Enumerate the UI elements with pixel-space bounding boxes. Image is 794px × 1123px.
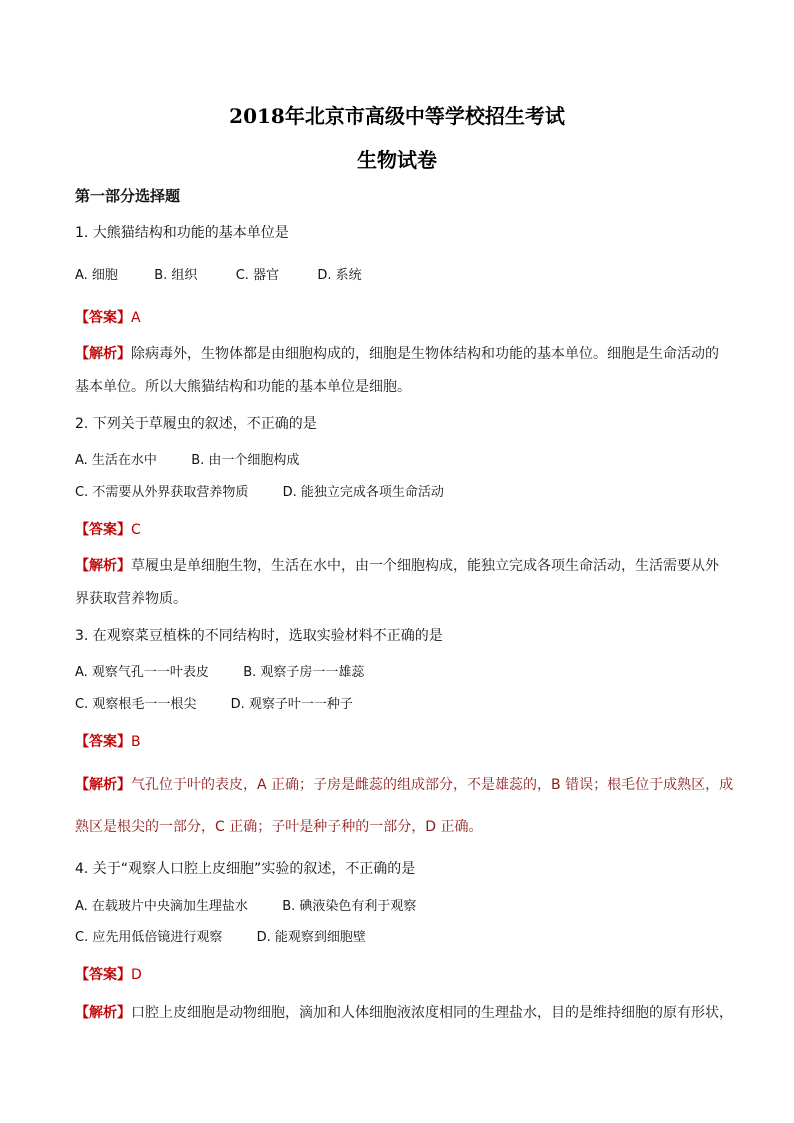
question-2-options-2 — [75, 484, 444, 502]
question-4-options-1 — [75, 898, 416, 916]
question-4-explain-1: 【解析】口腔上皮细胞是动物细胞，滴加和人体细胞液浓度相同的生理盐水，目的是维持细胞的原有形状， — [75, 1005, 733, 1021]
question-3-explain-1: 【解析】气孔位于叶的表皮，A 正确；子房是雌蕊的组成部分，不是雄蕊的，B 错误；根毛位于成熟区，成 — [75, 777, 734, 793]
q1-option-c: C. 器官 — [235, 268, 280, 283]
question-2-options-1 — [75, 452, 299, 470]
q1-option-d: D. 系统 — [317, 268, 362, 283]
question-1-stem: 1. 大熊猫结构和功能的基本单位是 — [75, 225, 289, 241]
answer-value: D — [131, 967, 142, 983]
question-3-explain-2: 熟区是根尖的一部分，C 正确；子叶是种子种的一部分，D 正确。 — [75, 819, 483, 835]
exam-title: 2018年北京市高级中等学校招生考试 — [229, 104, 565, 128]
q3-option-d: D. 观察子叶一一种子 — [230, 697, 353, 712]
explain-tag: 【解析】 — [75, 1005, 131, 1021]
q3-option-a: A. 观察气孔一一叶表皮 — [75, 665, 209, 680]
question-4-answer — [75, 966, 142, 984]
question-3-stem: 3. 在观察菜豆植株的不同结构时，选取实验材料不正确的是 — [75, 628, 443, 644]
q1-option-b: B. 组织 — [154, 268, 198, 283]
question-4-stem: 4. 关于“观察人口腔上皮细胞”实验的叙述，不正确的是 — [75, 861, 416, 877]
q4-option-d: D. 能观察到细胞壁 — [256, 930, 366, 945]
question-2-explain-1: 【解析】草履虫是单细胞生物，生活在水中，由一个细胞构成，能独立完成各项生命活动，生活需要从外 — [75, 558, 719, 574]
answer-tag: 【答案】 — [75, 967, 131, 983]
q4-option-c: C. 应先用低倍镜进行观察 — [75, 930, 223, 945]
answer-tag: 【答案】 — [75, 310, 131, 326]
question-1-options — [75, 267, 362, 285]
explain-tag: 【解析】 — [75, 777, 131, 793]
question-4-options-2 — [75, 929, 366, 947]
question-2-answer — [75, 521, 141, 539]
q2-option-b: B. 由一个细胞构成 — [191, 453, 300, 468]
answer-value: B — [131, 734, 141, 750]
answer-value: C — [131, 522, 141, 538]
answer-value: A — [131, 310, 141, 326]
q3-option-c: C. 观察根毛一一根尖 — [75, 697, 197, 712]
question-2-stem: 2. 下列关于草履虫的叙述，不正确的是 — [75, 416, 317, 432]
exam-subtitle: 生物试卷 — [357, 148, 437, 172]
answer-tag: 【答案】 — [75, 522, 131, 538]
question-2-explain-2: 界获取营养物质。 — [75, 591, 187, 607]
q2-option-d: D. 能独立完成各项生命活动 — [282, 485, 444, 500]
q4-option-b: B. 碘液染色有利于观察 — [282, 899, 417, 914]
q1-option-a: A. 细胞 — [75, 268, 118, 283]
explain-tag: 【解析】 — [75, 346, 131, 362]
section-heading: 第一部分选择题 — [75, 187, 181, 205]
question-3-options-2 — [75, 696, 353, 714]
q2-option-a: A. 生活在水中 — [75, 453, 157, 468]
question-3-options-1 — [75, 664, 364, 682]
answer-tag: 【答案】 — [75, 734, 131, 750]
question-1-explain-2: 基本单位。所以大熊猫结构和功能的基本单位是细胞。 — [75, 379, 411, 395]
q4-option-a: A. 在载玻片中央滴加生理盐水 — [75, 899, 248, 914]
question-3-answer — [75, 733, 141, 751]
q2-option-c: C. 不需要从外界获取营养物质 — [75, 485, 249, 500]
explain-tag: 【解析】 — [75, 558, 131, 574]
question-1-answer — [75, 309, 141, 327]
question-1-explain-1: 【解析】除病毒外，生物体都是由细胞构成的，细胞是生物体结构和功能的基本单位。细胞是生命活动的 — [75, 346, 719, 362]
q3-option-b: B. 观察子房一一雄蕊 — [243, 665, 365, 680]
